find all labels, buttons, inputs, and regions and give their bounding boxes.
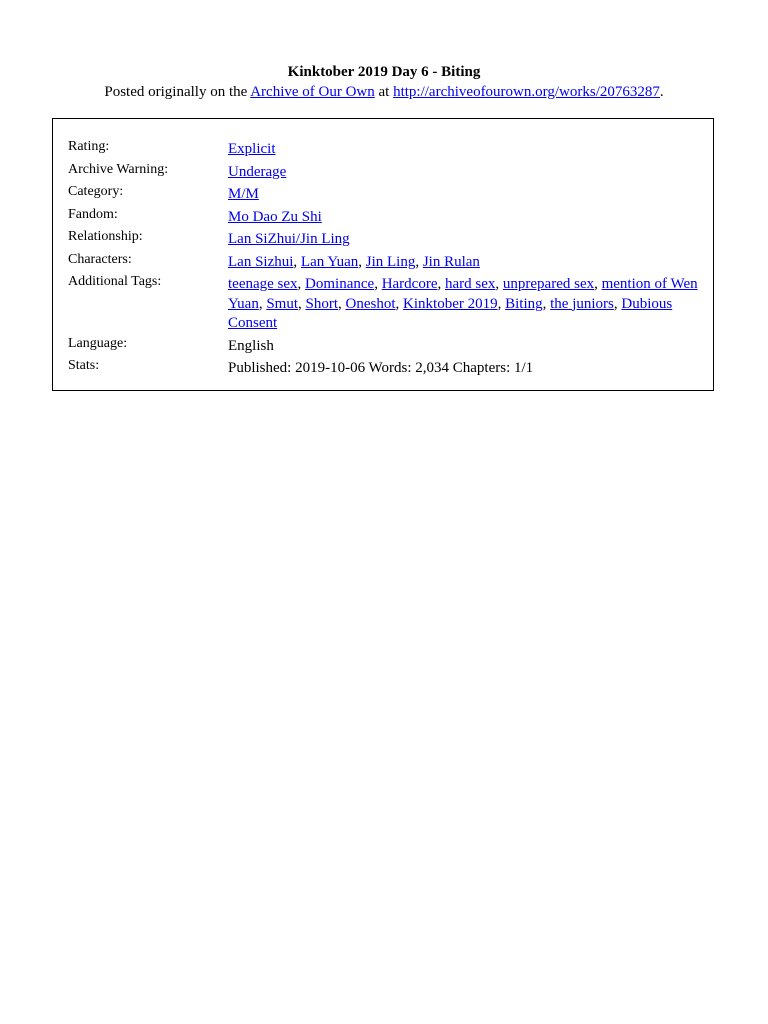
- work-url-link[interactable]: http://archiveofourown.org/works/20763287: [393, 84, 660, 100]
- rating-row: [68, 137, 708, 160]
- relationship-row: [68, 227, 708, 250]
- work-header: [0, 62, 768, 102]
- warning-label: Archive Warning:: [68, 161, 169, 177]
- period-text: .: [659, 84, 664, 100]
- stats-label: Stats:: [68, 358, 100, 373]
- stats-value: Published: 2019-10-06 Words: 2,034 Chapters: 1/1: [228, 360, 534, 376]
- tag-link[interactable]: Dubious Consent: [228, 295, 673, 331]
- tag-link[interactable]: Biting: [505, 295, 543, 312]
- category-row: [68, 182, 708, 205]
- fandom-row: [68, 205, 708, 228]
- relationship-label: Relationship:: [68, 229, 143, 244]
- language-label: Language:: [68, 335, 128, 351]
- language-row: [68, 334, 708, 357]
- characters-tags: Lan Sizhui, Lan Yuan, Jin Ling, Jin Rulan: [228, 253, 480, 270]
- work-title: Kinktober 2019 Day 6 - Biting: [287, 64, 481, 80]
- tag-link[interactable]: Kinktober 2019: [403, 295, 498, 312]
- tag-link[interactable]: M/M: [228, 186, 259, 202]
- tag-link[interactable]: Lan Yuan: [300, 253, 359, 270]
- category-label: Category:: [68, 184, 124, 199]
- tag-link[interactable]: unprepared sex: [502, 276, 595, 292]
- tag-link[interactable]: the juniors: [550, 295, 614, 312]
- tag-link[interactable]: Mo Dao Zu Shi: [228, 208, 322, 225]
- tag-link[interactable]: Dominance: [305, 276, 375, 292]
- rating-tags: [228, 137, 708, 160]
- tag-link[interactable]: Oneshot: [345, 295, 396, 312]
- tag-link[interactable]: Jin Ling: [365, 253, 416, 270]
- additional-tags-list: teenage sex, Dominance, Hardcore, hard sex, unprepared sex, mention of Wen Yuan, Smut, Short, Oneshot, Kinktober 2019, Biting, the juniors, Dubious Consent: [228, 276, 698, 331]
- tag-link[interactable]: Lan Sizhui: [228, 253, 294, 270]
- characters-label: Characters:: [68, 251, 132, 267]
- category-tags: [228, 182, 708, 205]
- language-value: English: [228, 337, 274, 354]
- tag-link[interactable]: hard sex: [444, 276, 496, 292]
- at-text: at: [374, 84, 394, 100]
- archive-link[interactable]: Archive of Our Own: [250, 84, 375, 100]
- characters-row: [68, 250, 708, 273]
- tag-link[interactable]: Hardcore: [381, 276, 438, 292]
- relationship-tags: [228, 227, 708, 250]
- rating-label: Rating:: [68, 139, 110, 154]
- tag-link[interactable]: Short: [305, 295, 339, 312]
- fandom-tags: [228, 205, 708, 228]
- posted-prefix: Posted originally on the: [104, 84, 251, 100]
- tag-link[interactable]: Explicit: [228, 141, 276, 157]
- work-metadata-box: [52, 118, 714, 391]
- stats-row: [68, 356, 708, 379]
- warning-tags: [228, 160, 708, 183]
- tag-link[interactable]: Smut: [266, 295, 299, 312]
- warning-row: [68, 160, 708, 183]
- additional-tags-label: Additional Tags:: [68, 274, 162, 289]
- metadata-table: [68, 137, 708, 379]
- fandom-label: Fandom:: [68, 206, 118, 222]
- tag-link[interactable]: Jin Rulan: [422, 253, 480, 270]
- tag-link[interactable]: mention of Wen Yuan: [228, 276, 698, 312]
- additional-tags-row: [68, 272, 708, 334]
- tag-link[interactable]: Underage: [228, 163, 287, 180]
- tag-link[interactable]: Lan SiZhui/Jin Ling: [228, 231, 350, 247]
- tag-link[interactable]: teenage sex: [228, 276, 298, 292]
- posted-line: [0, 82, 768, 102]
